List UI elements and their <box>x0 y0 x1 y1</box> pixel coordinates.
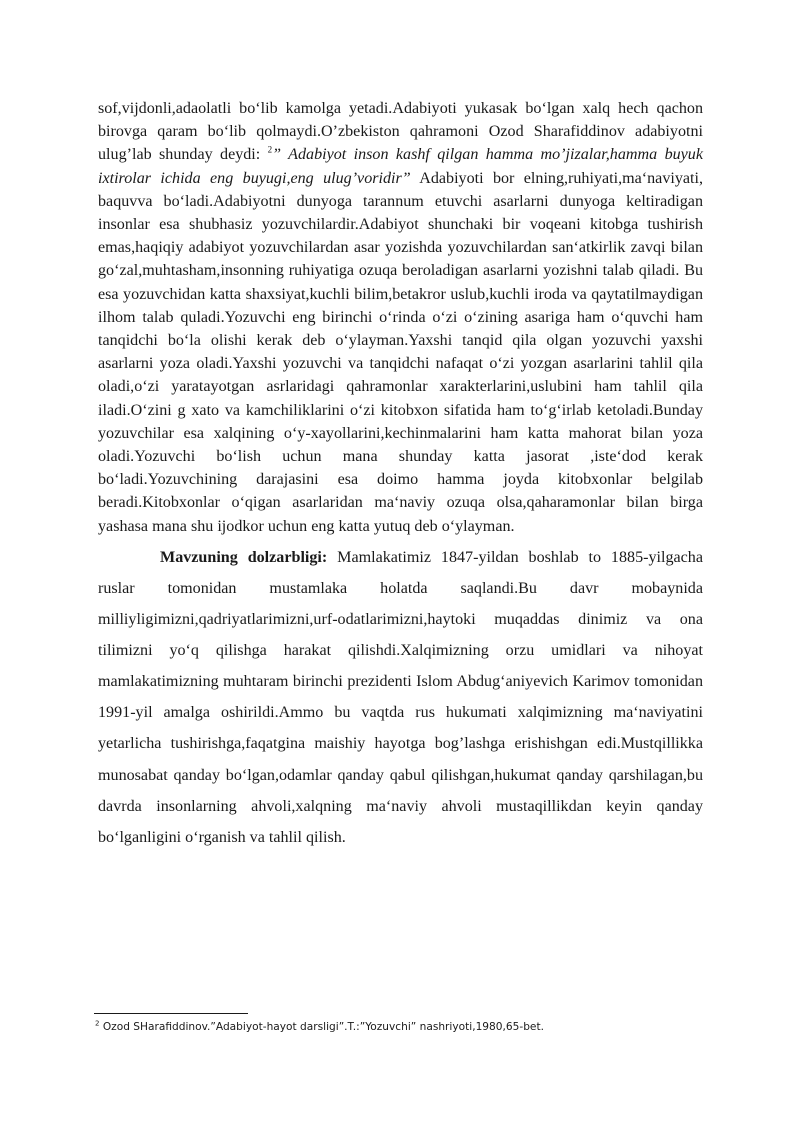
paragraph-1-text-end: Adabiyoti bor elning,ruhiyati,ma‘naviyati, baquvva bo‘ladi.Adabiyotni dunyoga tarannum etuvchi asarlarni dunyoga keltiradigan insonlar esa shubhasiz yozuvchilardir.Adabiyot shunchaki bir voqeani kitobga tushirish emas,haqiqiy adabiyot yozuvchilardan asar yozishda yozuvchilardan san‘atkirlik zavqi bilan go‘zal,muhtasham,insonning ruhiyatiga ozuqa beroladigan asarlarni yozishni talab qiladi. Bu esa yozuvchidan katta shaxsiyat,kuchli bilim,betakror uslub,kuchli iroda va qaytatilmaydigan ilhom talab quladi.Yozuvchi eng birinchi o‘rinda o‘zi o‘zining asariga ham o‘quvchi ham tanqidchi bo‘la olishi kerak deb o‘ylayman.Yaxshi tanqid qila olgan yozuvchi yaxshi asarlarni yoza oladi.Yaxshi yozuvchi va tanqidchi nafaqat o‘zi yozgan asarlarini tahlil qila oladi,o‘zi yaratayotgan asrlaridagi qahramonlar xarakterlarini,uslubini ham tahlil qila iladi.O‘zini g xato va kamchiliklarini o‘zi kitobxon sifatida ham to‘g‘irlab ketoladi.Bunday yozuvchilar esa xalqining o‘y-xayollarini,kechinmalarini ham katta mahorat bilan yoza oladi.Yozuvchi bo‘lish uchun mana shunday katta jasorat ,iste‘dod kerak bo‘ladi.Yozuvchining darajasini esa doimo hamma joyda kitobxonlar belgilab beradi.Kitobxonlar o‘qigan asarlaridan ma‘naviy ozuqa olsa,qaharamonlar bilan birga yashasa mana shu ijodkor uchun eng katta yutuq deb o‘ylayman. <box>98 169 703 535</box>
paragraph-2-text: Mamlakatimiz 1847-yildan boshlab to 1885-yilgacha ruslar tomonidan mustamlaka holatda saqlandi.Bu davr mobaynida milliyligimizni,qadriyatlarimizni,urf-odatlarimizni,haytoki muqaddas dinimiz va ona tilimizni yo‘q qilishga harakat qilishdi.Xalqimizning orzu umidlari va nihoyat mamlakatimizning muhtaram birinchi prezidenti Islom Abdug‘aniyevich Karimov tomonidan 1991-yil amalga oshirildi.Ammo bu vaqtda rus hukumati xalqimizning ma‘naviyatini yetarlicha tushirishga,faqatgina maishiy hayotga bog’lashga erishishgan edi.Mustqillikka munosabat qanday bo‘lgan,odamlar qanday qabul qilishgan,hukumat qanday qarshilagan,bu davrda insonlarning ahvoli,xalqning ma‘naviy ahvoli mustaqillikdan keyin qanday bo‘lganligini o‘rganish va tahlil qilish. <box>98 548 703 846</box>
sharafiddinov-quote: ” Adabiyot inson kashf qilgan hamma mo’jizalar,hamma buyuk ixtirolar ichida eng buyugi,eng ulug’voridir” <box>98 146 703 187</box>
document-body <box>98 97 703 853</box>
footnote <box>95 1020 715 1034</box>
paragraph-1-text-start: sof,vijdonli,adaolatli bo‘lib kamolga yetadi.Adabiyoti yukasak bo‘lgan xalq hech qachon birovga qaram bo‘lib qolmaydi.O’zbekiston qahramoni Ozod Sharafiddinov adabiyotni ulug’lab shunday deydi: <box>98 100 703 164</box>
section-heading-relevance: Mavzuning dolzarbligi: <box>160 548 328 566</box>
footnote-separator <box>94 1013 248 1014</box>
footnote-reference[interactable]: 2 <box>267 145 273 156</box>
body-paragraph-1 <box>98 97 703 538</box>
footnote-text: Ozod SHarafiddinov.”Adabiyot-hayot darsligi”.T.:”Yozuvchi” nashriyoti,1980,65-bet. <box>99 1021 544 1033</box>
body-paragraph-2 <box>98 542 703 853</box>
footnote-number: 2 <box>95 1019 100 1028</box>
